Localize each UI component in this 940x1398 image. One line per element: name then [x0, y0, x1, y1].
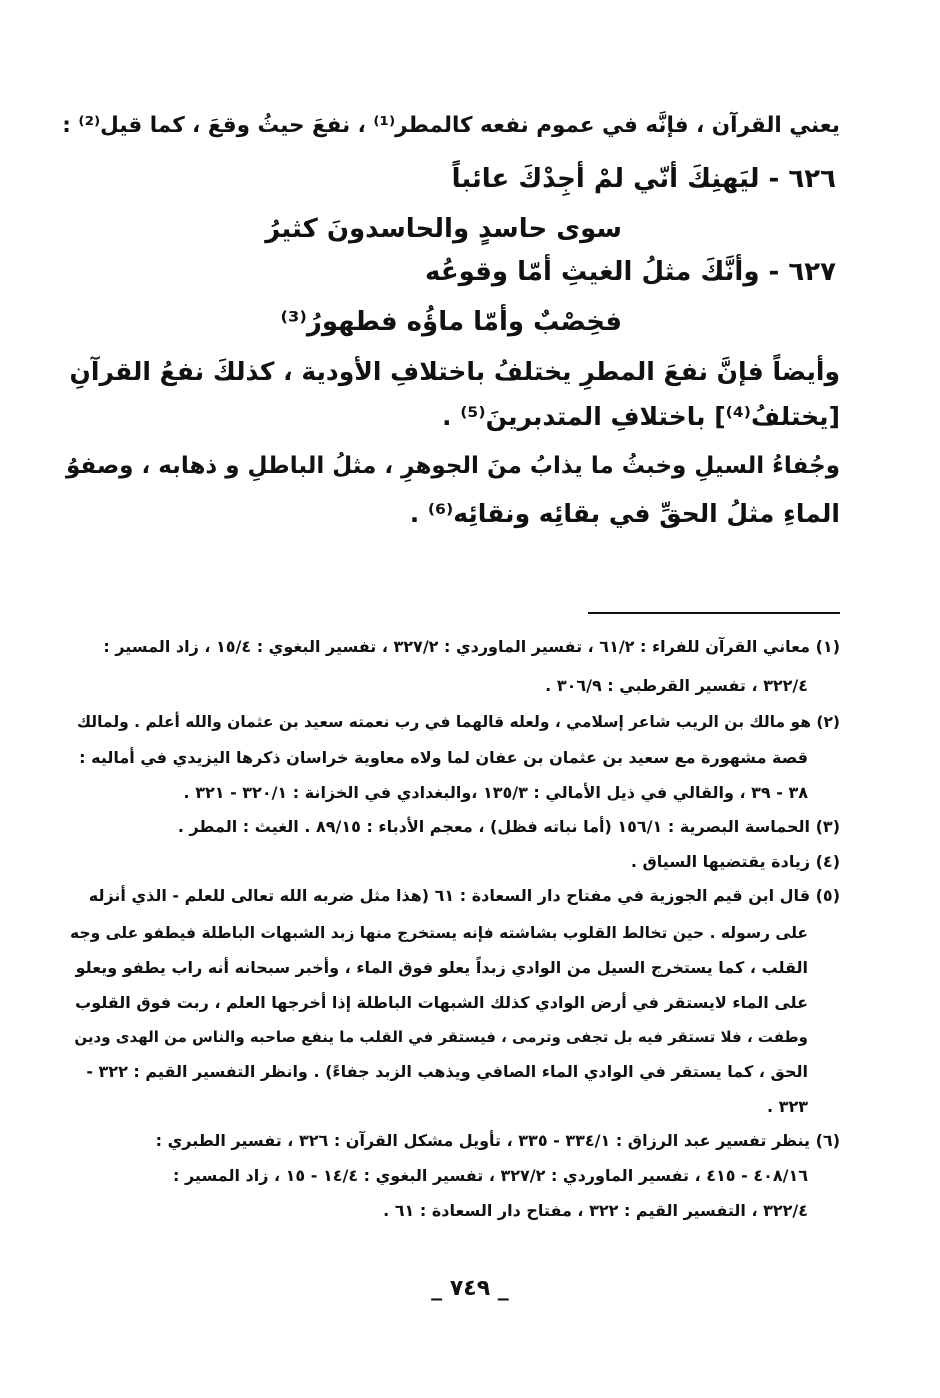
- footnote-line: ٣٢٢/٤ ، تفسير القرطبي : ٣٠٦/٩ .: [545, 676, 808, 695]
- verse-626-first-hemistich: ٦٢٦ - ليَهنِكَ أنّي لمْ أجِدْكَ عائباً: [451, 164, 836, 194]
- footnote-line: (٤) زيادة يقتضيها السياق .: [630, 852, 840, 871]
- footnote-line: (٢) هو مالك بن الريب شاعر إسلامي ، ولعله قالهما في رب نعمته سعيد بن عثمان والله أعلم . ولمالك: [76, 713, 840, 731]
- footnote-line: قصة مشهورة مع سعيد بن عثمان بن عفان لما ولاه معاوية خراسان ذكرها اليزيدي في أماليه :: [79, 748, 808, 767]
- footnote-separator: [588, 612, 840, 614]
- main-text-line: [يختلفُ⁽⁴⁾] باختلافِ المتدبرينَ⁽⁵⁾ .: [442, 402, 840, 431]
- verse-627-first-hemistich: ٦٢٧ - وأنَّكَ مثلُ الغيثِ أمّا وقوعُه: [425, 257, 836, 287]
- verse-627-second-hemistich: فخِصْبٌ وأمّا ماؤُه فطهورُ⁽³⁾: [280, 307, 622, 337]
- main-text-line: وجُفاءُ السيلِ وخبثُ ما يذابُ منَ الجوهرِ ، مثلُ الباطلِ و ذهابه ، وصفوُ: [65, 453, 840, 479]
- main-text-line: يعني القرآن ، فإنَّه في عموم نفعه كالمطر⁽¹⁾ ، نفعَ حيثُ وقعَ ، كما قيل⁽²⁾ :: [62, 113, 840, 138]
- page-number: _ ٧٤٩ _: [431, 1276, 509, 1301]
- footnote-line: ٣٨ - ٣٩ ، والقالي في ذيل الأمالي : ١٣٥/٣ ،والبغدادي في الخزانة : ٣٢٠/١ - ٣٢١ .: [183, 783, 808, 802]
- main-text-line: الماءِ مثلُ الحقِّ في بقائِه ونقائِه⁽⁶⁾ .: [409, 499, 840, 528]
- footnote-line: القلب ، كما يستخرج السيل من الوادي زبداً يعلو فوق الماء ، وأخبر سبحانه أنه راب يطفو ويعلو: [75, 958, 808, 977]
- footnote-line: ٤٠٨/١٦ - ٤١٥ ، تفسير الماوردي : ٣٢٧/٢ ، تفسير البغوي : ١٤/٤ - ١٥ ، زاد المسير :: [172, 1166, 808, 1185]
- footnote-line: على رسوله . حين تخالط القلوب بشاشته فإنه يستخرج منها زبد الشبهات الباطلة فيطفو على وجه: [70, 924, 808, 942]
- footnote-line: ٣٢٢/٤ ، التفسير القيم : ٣٢٢ ، مفتاح دار السعادة : ٦١ .: [383, 1201, 808, 1220]
- footnote-line: ٣٢٣ .: [767, 1097, 808, 1116]
- footnote-line: الحق ، كما يستقر في الوادي الماء الصافي ويذهب الزبد جفاءً) . وانظر التفسير القيم : ٣٢٢ -: [86, 1062, 808, 1081]
- footnote-line: على الماء لايستقر في أرض الوادي كذلك الشبهات الباطلة إذا أخرجها العلم ، ربت فوق القلوب: [75, 993, 808, 1012]
- footnote-line: (١) معاني القرآن للفراء : ٦١/٢ ، تفسير الماوردي : ٣٢٧/٢ ، تفسير البغوي : ١٥/٤ ، زاد المسير :: [103, 637, 840, 656]
- footnote-line: (٣) الحماسة البصرية : ١٥٦/١ (أما نباته فظل) ، معجم الأدباء : ٨٩/١٥ . الغيث : المطر .: [177, 817, 840, 836]
- footnote-line: وطفت ، فلا تستقر فيه بل تجفى وترمى ، فيستقر في القلب ما ينفع صاحبه والناس من الهدى ودين: [74, 1028, 808, 1046]
- main-text-line: وأيضاً فإنَّ نفعَ المطرِ يختلفُ باختلافِ الأودية ، كذلكَ نفعُ القرآنِ: [69, 357, 840, 386]
- footnote-line: (٥) قال ابن قيم الجوزية في مفتاح دار السعادة : ٦١ (هذا مثل ضربه الله تعالى للعلم - الذي أنزله: [88, 886, 840, 905]
- footnote-line: (٦) ينظر تفسير عبد الرزاق : ٣٣٤/١ - ٣٣٥ ، تأويل مشكل القرآن : ٣٢٦ ، تفسير الطبري :: [155, 1131, 840, 1150]
- verse-626-second-hemistich: سوى حاسدٍ والحاسدونَ كثيرُ: [265, 214, 622, 244]
